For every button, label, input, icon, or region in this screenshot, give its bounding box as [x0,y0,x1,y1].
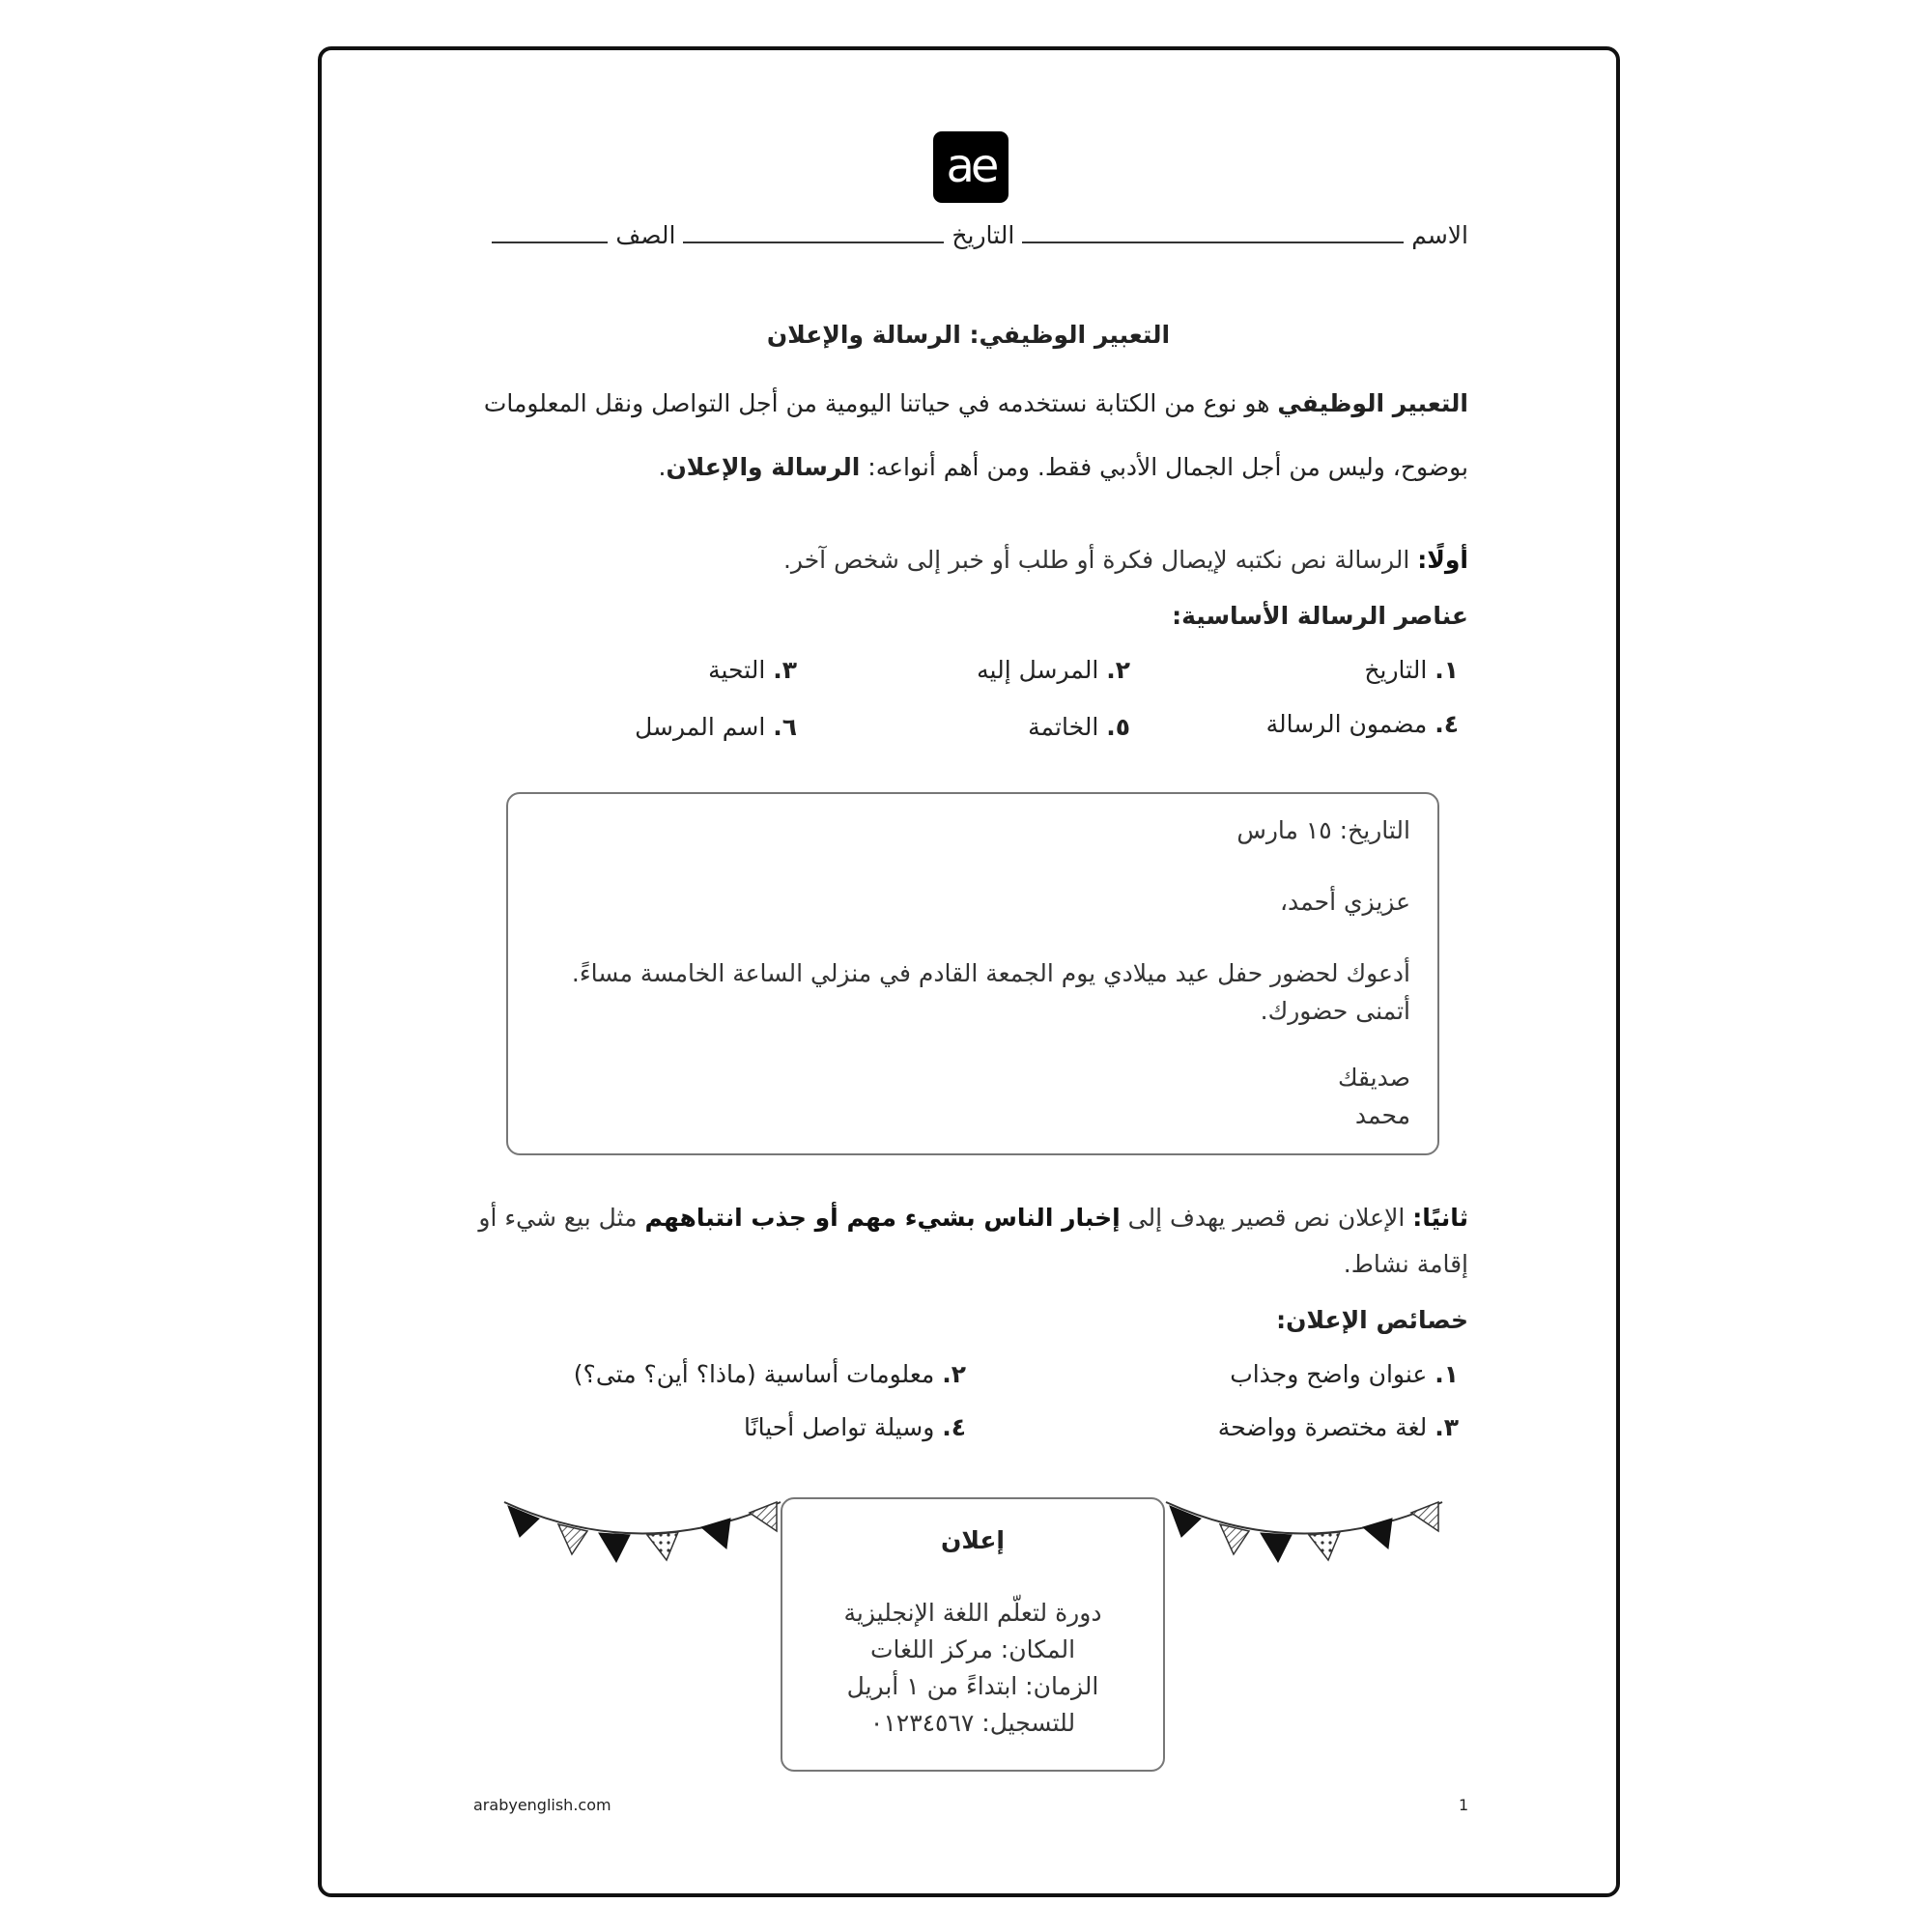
ad-line-2: المكان: مركز اللغات [869,1635,1076,1663]
letter-body-2: أتمنى حضورك. [1260,997,1410,1025]
list-number: ٦. [773,713,797,741]
list-text: المرسل إليه [977,656,1107,684]
class-label: الصف [615,221,676,249]
date-blank[interactable] [683,220,944,243]
ad-line-4: للتسجيل: ٠١٢٣٤٥٦٧ [869,1709,1076,1737]
ad-feature-2 [541,1360,966,1388]
pennant [1261,1533,1292,1562]
letter-element-1 [1198,656,1459,684]
letter-closing: صديقك [1337,1064,1410,1092]
list-text: اسم المرسل [635,713,774,741]
pennant [1220,1524,1249,1554]
list-number: ١. [1435,656,1459,684]
class-blank[interactable] [492,220,608,243]
letter-definition [473,546,1468,574]
footer-website: arabyenglish.com [473,1796,611,1814]
intro-text-2: بوضوح، وليس من أجل الجمال الأدبي فقط. ومن أهم أنواعه: [860,453,1468,481]
list-number: ٤. [942,1413,966,1441]
letter-element-2 [850,656,1130,684]
pennant [1309,1532,1340,1560]
list-text: مضمون الرسالة [1265,710,1435,738]
list-number: ١. [1435,1360,1459,1388]
pennant [1411,1502,1438,1531]
page-title: التعبير الوظيفي: الرسالة والإعلان [766,321,1171,349]
ad-line-3: الزمان: ابتداءً من ١ أبريل [846,1672,1099,1700]
list-number: ٢. [942,1360,966,1388]
letter-sender: محمد [1354,1101,1410,1129]
list-text: التحية [708,656,774,684]
list-text: معلومات أساسية (ماذا؟ أين؟ متى؟) [573,1360,943,1388]
intro-line-1 [473,389,1468,417]
list-number: ٣. [773,656,797,684]
name-blank[interactable] [1022,220,1404,243]
date-label: التاريخ [952,221,1015,249]
ad-definition-line-2: إقامة نشاط. [1343,1250,1468,1278]
letter-body-1: أدعوك لحضور حفل عيد ميلادي يوم الجمعة القادم في منزلي الساعة الخامسة مساءً. [571,959,1410,987]
pennant [701,1519,730,1548]
list-number: ٥. [1106,713,1130,741]
student-info-line [473,220,1468,249]
ad-feature-1 [1150,1360,1459,1388]
letter-definition-text: الرسالة نص نكتبه لإيصال فكرة أو طلب أو خبر إلى شخص آخر. [782,546,1418,574]
letter-element-5 [850,713,1130,741]
letter-element-4 [1198,710,1459,738]
list-text: الخاتمة [1028,713,1107,741]
ad-features-heading: خصائص الإعلان: [1276,1306,1468,1334]
list-number: ٢. [1106,656,1130,684]
ad-line-1: دورة لتعلّم اللغة الإنجليزية [843,1599,1102,1627]
logo: ae [933,131,1009,203]
intro-period: . [658,453,667,481]
pennant [750,1502,777,1531]
list-number: ٣. [1435,1413,1459,1441]
pennant [647,1532,678,1560]
ad-definition-text-2: مثل بيع شيء أو [478,1204,645,1232]
list-number: ٤. [1435,710,1459,738]
letter-greeting: عزيزي أحمد، [1279,888,1410,916]
letter-element-6 [522,713,797,741]
pennant [1363,1519,1392,1548]
pennant [558,1524,587,1554]
pennant [599,1533,630,1562]
ad-feature-3 [1150,1413,1459,1441]
ad-purpose: إخبار الناس بشيء مهم أو جذب انتباههم [644,1204,1121,1232]
list-text: التاريخ [1364,656,1435,684]
ad-definition-text-1: الإعلان نص قصير يهدف إلى [1120,1204,1413,1232]
page-number: 1 [1459,1796,1469,1814]
second-label: ثانيًا: [1412,1204,1468,1232]
intro-term: التعبير الوظيفي [1277,389,1468,417]
intro-line-2 [473,453,1468,481]
list-text: عنوان واضح وجذاب [1230,1360,1435,1388]
ad-definition-line-1 [478,1204,1468,1232]
letter-elements-heading: عناصر الرسالة الأساسية: [1172,602,1468,630]
first-label: أولًا: [1417,546,1468,574]
intro-types: الرسالة والإعلان [666,453,861,481]
list-text: لغة مختصرة وواضحة [1217,1413,1435,1441]
ad-heading: إعلان [941,1526,1005,1554]
letter-element-3 [522,656,797,684]
intro-text-1: هو نوع من الكتابة نستخدمه في حياتنا اليومية من أجل التواصل ونقل المعلومات [483,389,1278,417]
name-label: الاسم [1411,221,1468,249]
letter-date: التاريخ: ١٥ مارس [1236,816,1410,844]
bunting-left-decoration [502,1492,782,1570]
ad-feature-4 [541,1413,966,1441]
list-text: وسيلة تواصل أحيانًا [744,1413,943,1441]
bunting-right-decoration [1164,1492,1444,1570]
